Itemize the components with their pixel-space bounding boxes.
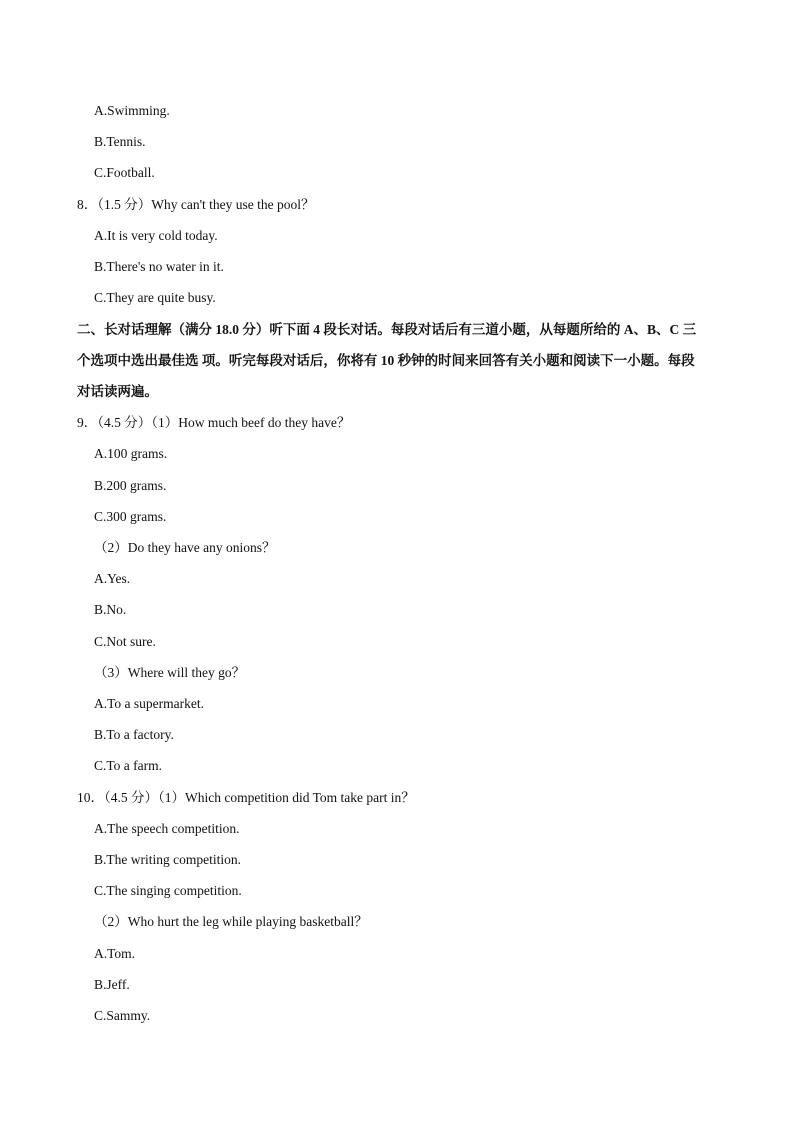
q9-1-option-a: A.100 grams.	[94, 446, 168, 461]
q10-2-option-c: C.Sammy.	[94, 1008, 151, 1023]
q9-2-option-c: C.Not sure.	[94, 634, 156, 649]
section2-heading-line3: 对话读两遍。	[77, 384, 158, 399]
section2-heading-line1: 二、长对话理解（满分 18.0 分）听下面 4 段长对话。每段对话后有三道小题，从每题所给的 A、B、C 三	[77, 322, 697, 337]
q7-option-c: C.Football.	[94, 165, 155, 180]
q9-stem: 9．（4.5 分）（1）How much beef do they have？	[77, 415, 351, 430]
q9-1-option-c: C.300 grams.	[94, 509, 167, 524]
q10-1-option-c: C.The singing competition.	[94, 883, 242, 898]
q10-2-option-a: A.Tom.	[94, 946, 136, 961]
q8-option-a: A.It is very cold today.	[94, 228, 218, 243]
q9-1-option-b: B.200 grams.	[94, 478, 167, 493]
q10-sub2-question: （2）Who hurt the leg while playing basketball？	[94, 914, 368, 929]
q9-sub2-question: （2）Do they have any onions？	[94, 540, 276, 555]
q10-2-option-b: B.Jeff.	[94, 977, 130, 992]
q9-2-option-b: B.No.	[94, 602, 127, 617]
q10-stem: 10．（4.5 分）（1）Which competition did Tom take part in？	[77, 790, 415, 805]
q9-3-option-c: C.To a farm.	[94, 758, 163, 773]
section2-heading-line2: 个选项中选出最佳选 项。听完每段对话后，你将有 10 秒钟的时间来回答有关小题和阅读下一小题。每段	[77, 353, 695, 368]
q9-2-option-a: A.Yes.	[94, 571, 131, 586]
q10-1-option-a: A.The speech competition.	[94, 821, 240, 836]
q9-3-option-b: B.To a factory.	[94, 727, 174, 742]
q10-1-option-b: B.The writing competition.	[94, 852, 241, 867]
q7-option-a: A.Swimming.	[94, 103, 170, 118]
q9-3-option-a: A.To a supermarket.	[94, 696, 205, 711]
q7-option-b: B.Tennis.	[94, 134, 146, 149]
q9-sub3-question: （3）Where will they go？	[94, 665, 246, 680]
q8-stem: 8．（1.5 分）Why can't they use the pool？	[77, 197, 315, 212]
q8-option-b: B.There's no water in it.	[94, 259, 224, 274]
q8-option-c: C.They are quite busy.	[94, 290, 216, 305]
